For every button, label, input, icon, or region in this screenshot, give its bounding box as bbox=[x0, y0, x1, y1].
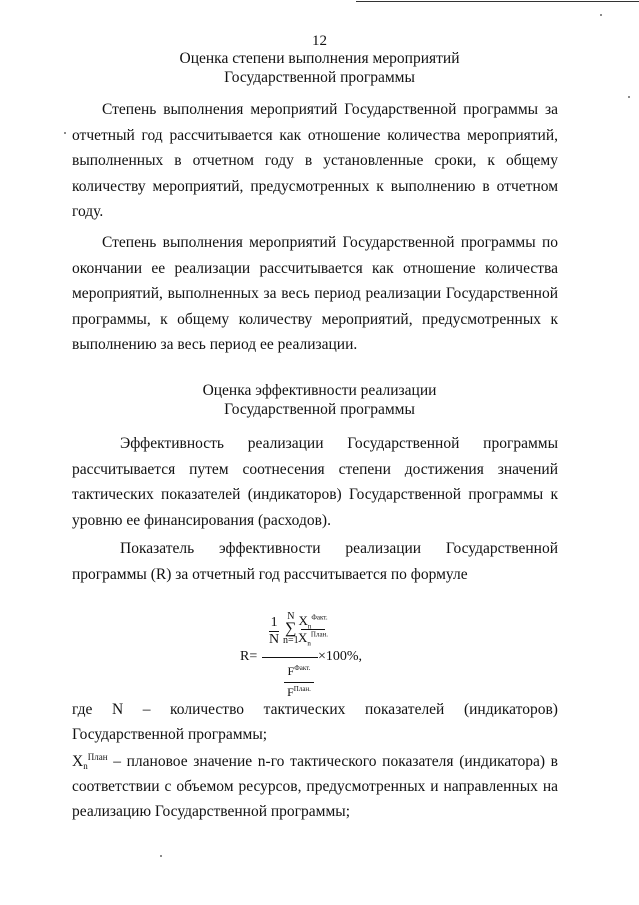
section-heading-execution bbox=[0, 50, 639, 87]
f-plan-symbol: F bbox=[287, 685, 294, 699]
paragraph-formula-intro: Показатель эффективности реализации Государственной программы (R) за отчетный год рассчитывается по формуле bbox=[72, 540, 558, 583]
heading-line: Оценка эффективности реализации bbox=[202, 382, 437, 399]
xn-definition-text: – плановое значение n-го тактического показателя (индикатора) в соответствии с объемом ресурсов, предусмотренных и направленных на реализацию Государственной программы; bbox=[72, 753, 559, 820]
xn-letter: X bbox=[72, 753, 84, 770]
formula-x-ratio bbox=[298, 613, 329, 648]
scan-speck bbox=[628, 96, 630, 98]
definition-xn-plan bbox=[72, 749, 558, 824]
formula-sum bbox=[283, 612, 299, 646]
heading-line: Оценка степени выполнения мероприятий bbox=[179, 50, 460, 67]
sum-upper-limit: N bbox=[287, 611, 295, 622]
x-fact-symbol: X bbox=[298, 613, 308, 628]
scan-speck bbox=[160, 855, 162, 857]
heading-line: Государственной программы bbox=[224, 400, 415, 418]
f-fact-sup: Факт. bbox=[294, 664, 311, 672]
scan-speck bbox=[64, 132, 66, 134]
formula-one-over-n bbox=[269, 616, 279, 647]
x-plan-sup: План. bbox=[310, 630, 329, 639]
xn-plan-symbol bbox=[72, 753, 108, 770]
definition-word: (индикаторов) bbox=[463, 701, 558, 718]
paragraph-execution-total: Степень выполнения мероприятий Государственной программы по окончании ее реализации рассчитывается как отношение количества мероприятий, выполненных за весь период реализации Государственной программы, к общему количеству мероприятий, предусмотренных к выполнению за весь период ее реализации. bbox=[72, 234, 558, 354]
formula-f-ratio bbox=[284, 664, 314, 699]
xn-sup: План bbox=[87, 752, 108, 762]
scan-speck bbox=[600, 14, 602, 16]
definition-n-continuation: Государственной программы; bbox=[72, 726, 268, 743]
formula-n: N bbox=[269, 632, 280, 647]
formula-one: 1 bbox=[270, 615, 278, 630]
x-plan-symbol: X bbox=[298, 630, 308, 645]
definition-word: N bbox=[111, 701, 124, 718]
f-fact-symbol: F bbox=[287, 664, 295, 678]
definition-word: – bbox=[142, 701, 151, 718]
sum-sign: ∑ bbox=[285, 620, 297, 637]
definition-n-line bbox=[72, 697, 558, 722]
scan-edge-line bbox=[356, 1, 639, 2]
formula-main-fraction-bar bbox=[262, 657, 318, 658]
paragraph-efficiency-definition: Эффективность реализации Государственной программы рассчитывается путем соотнесения степени достижения значений тактических показателей (индикаторов) Государственной программы к уровню ее финансирования (расходов). bbox=[72, 435, 558, 529]
f-plan-sup: План. bbox=[293, 685, 311, 693]
formula-times-percent: ×100%, bbox=[318, 649, 363, 664]
definition-word: показателей bbox=[364, 701, 445, 718]
xn-sub: n bbox=[83, 761, 88, 771]
paragraph-execution-year: Степень выполнения мероприятий Государственной программы за отчетный год рассчитывается как отношение количества мероприятий, выполненных в отчетном году в установленные сроки, к общему количеству мероприятий, предусмотренных к выполнению в отчетном году. bbox=[72, 101, 558, 221]
x-plan-sub: n bbox=[307, 639, 311, 648]
section-heading-efficiency bbox=[0, 382, 639, 419]
formula-lhs: R= bbox=[240, 649, 258, 664]
x-fact-sup: Факт. bbox=[311, 613, 328, 622]
heading-line: Государственной программы bbox=[224, 68, 415, 86]
definition-word: количество bbox=[170, 701, 245, 718]
definition-word: где bbox=[72, 701, 93, 718]
sum-lower-limit: n=1 bbox=[283, 635, 299, 646]
x-fact-sub: n bbox=[307, 622, 312, 631]
definition-word: тактических bbox=[263, 701, 346, 718]
page-number: 12 bbox=[312, 33, 327, 49]
